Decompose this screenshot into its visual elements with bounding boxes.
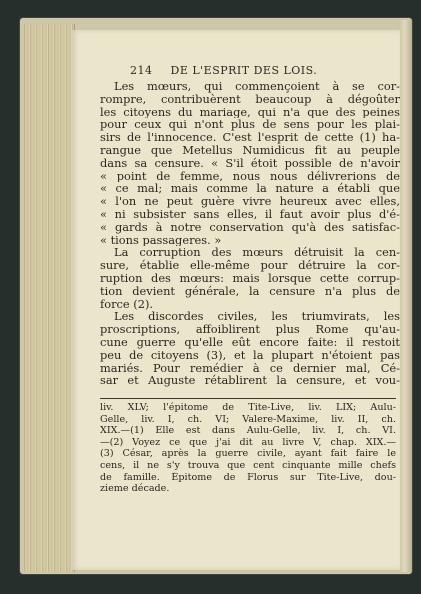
text-line: « tions passageres. »: [100, 233, 222, 247]
page-edges: [24, 24, 75, 572]
text-line: « l'on ne peut guère vivre heureux avec elles,: [100, 195, 400, 208]
right-page-edge: [398, 20, 412, 572]
footnote-line: —(2) Voyez ce que j'ai dit au livre V, chap. XIX.—: [100, 436, 396, 448]
text-line: pour ceux qui n'ont plus de sens pour les plai-: [100, 118, 400, 132]
text-line: sure, établie elle-même pour détruire la cor-: [100, 259, 400, 272]
text-line: force (2).: [100, 297, 154, 311]
footnote-line: liv. XLV; l'épitome de Tite-Live, liv. LIX; Aulu-: [100, 402, 396, 413]
footnote-rule: [100, 398, 396, 399]
text-line: rangue que Metellus Numidicus fit au peuple: [100, 143, 400, 157]
text-line: peu de citoyens (3), et la plupart n'étoient pas: [100, 348, 400, 362]
page-number: 214: [130, 64, 153, 77]
body-text: [100, 80, 400, 387]
text-line: mariés. Pour remédier à ce dernier mal, Cé-: [100, 361, 400, 375]
footnotes: [100, 402, 396, 495]
footnote-line: Gelle, liv. I, ch. VI; Valere-Maxime, liv. II, ch.: [100, 413, 396, 425]
footnote-line: de famille. Épitome de Florus sur Tite-Live, dou-: [100, 471, 396, 483]
text-line: proscriptions, affoiblirent plus Rome qu'au-: [100, 323, 400, 336]
footnote-line: cens, il ne s'y trouva que cent cinquante mille chefs: [100, 459, 396, 471]
text-line: Les discordes civiles, les triumvirats, les: [114, 310, 400, 324]
text-line: Les mœurs, qui commençoient à se cor-: [114, 80, 400, 93]
footnote-line: XIX.—(1) Elle est dans Aulu-Gelle, liv. I, ch. VI.: [100, 425, 396, 437]
text-line: sirs de l'innocence. C'est l'esprit de cette (1) ha-: [100, 131, 400, 144]
text-line: « point de femme, nous nous délivrerions de: [100, 169, 400, 183]
text-line: sar et Auguste rétablirent la censure, et vou-: [100, 374, 400, 388]
text-line: « gards à notre conservation qu'à des satisfac-: [100, 220, 400, 234]
footnote-line: zieme décade.: [100, 483, 170, 495]
text-line: dans sa censure. « S'il étoit possible de n'avoir: [100, 156, 400, 170]
text-line: rompre, contribuèrent beaucoup à dégoûter: [100, 92, 400, 106]
text-line: tion devient générale, la censure n'a plus de: [100, 284, 400, 298]
text-line: « ni subsister sans elles, il faut avoir plus d'é-: [100, 207, 400, 221]
text-line: La corruption des mœurs détruisit la cen-: [114, 246, 400, 260]
running-title: DE L'ESPRIT DES LOIS.: [170, 64, 318, 77]
text-line: cune guerre qu'elle eût encore faite: il restoit: [100, 335, 400, 349]
text-line: ruption des mœurs: mais lorsque cette corrup-: [100, 271, 400, 285]
text-line: les citoyens du mariage, qui n'a que des peines: [100, 105, 400, 119]
running-header: [130, 64, 400, 77]
footnote-line: (3) César, après la guerre civile, ayant fait faire le: [100, 448, 396, 460]
text-line: « ce mal; mais comme la nature a établi que: [100, 182, 400, 196]
